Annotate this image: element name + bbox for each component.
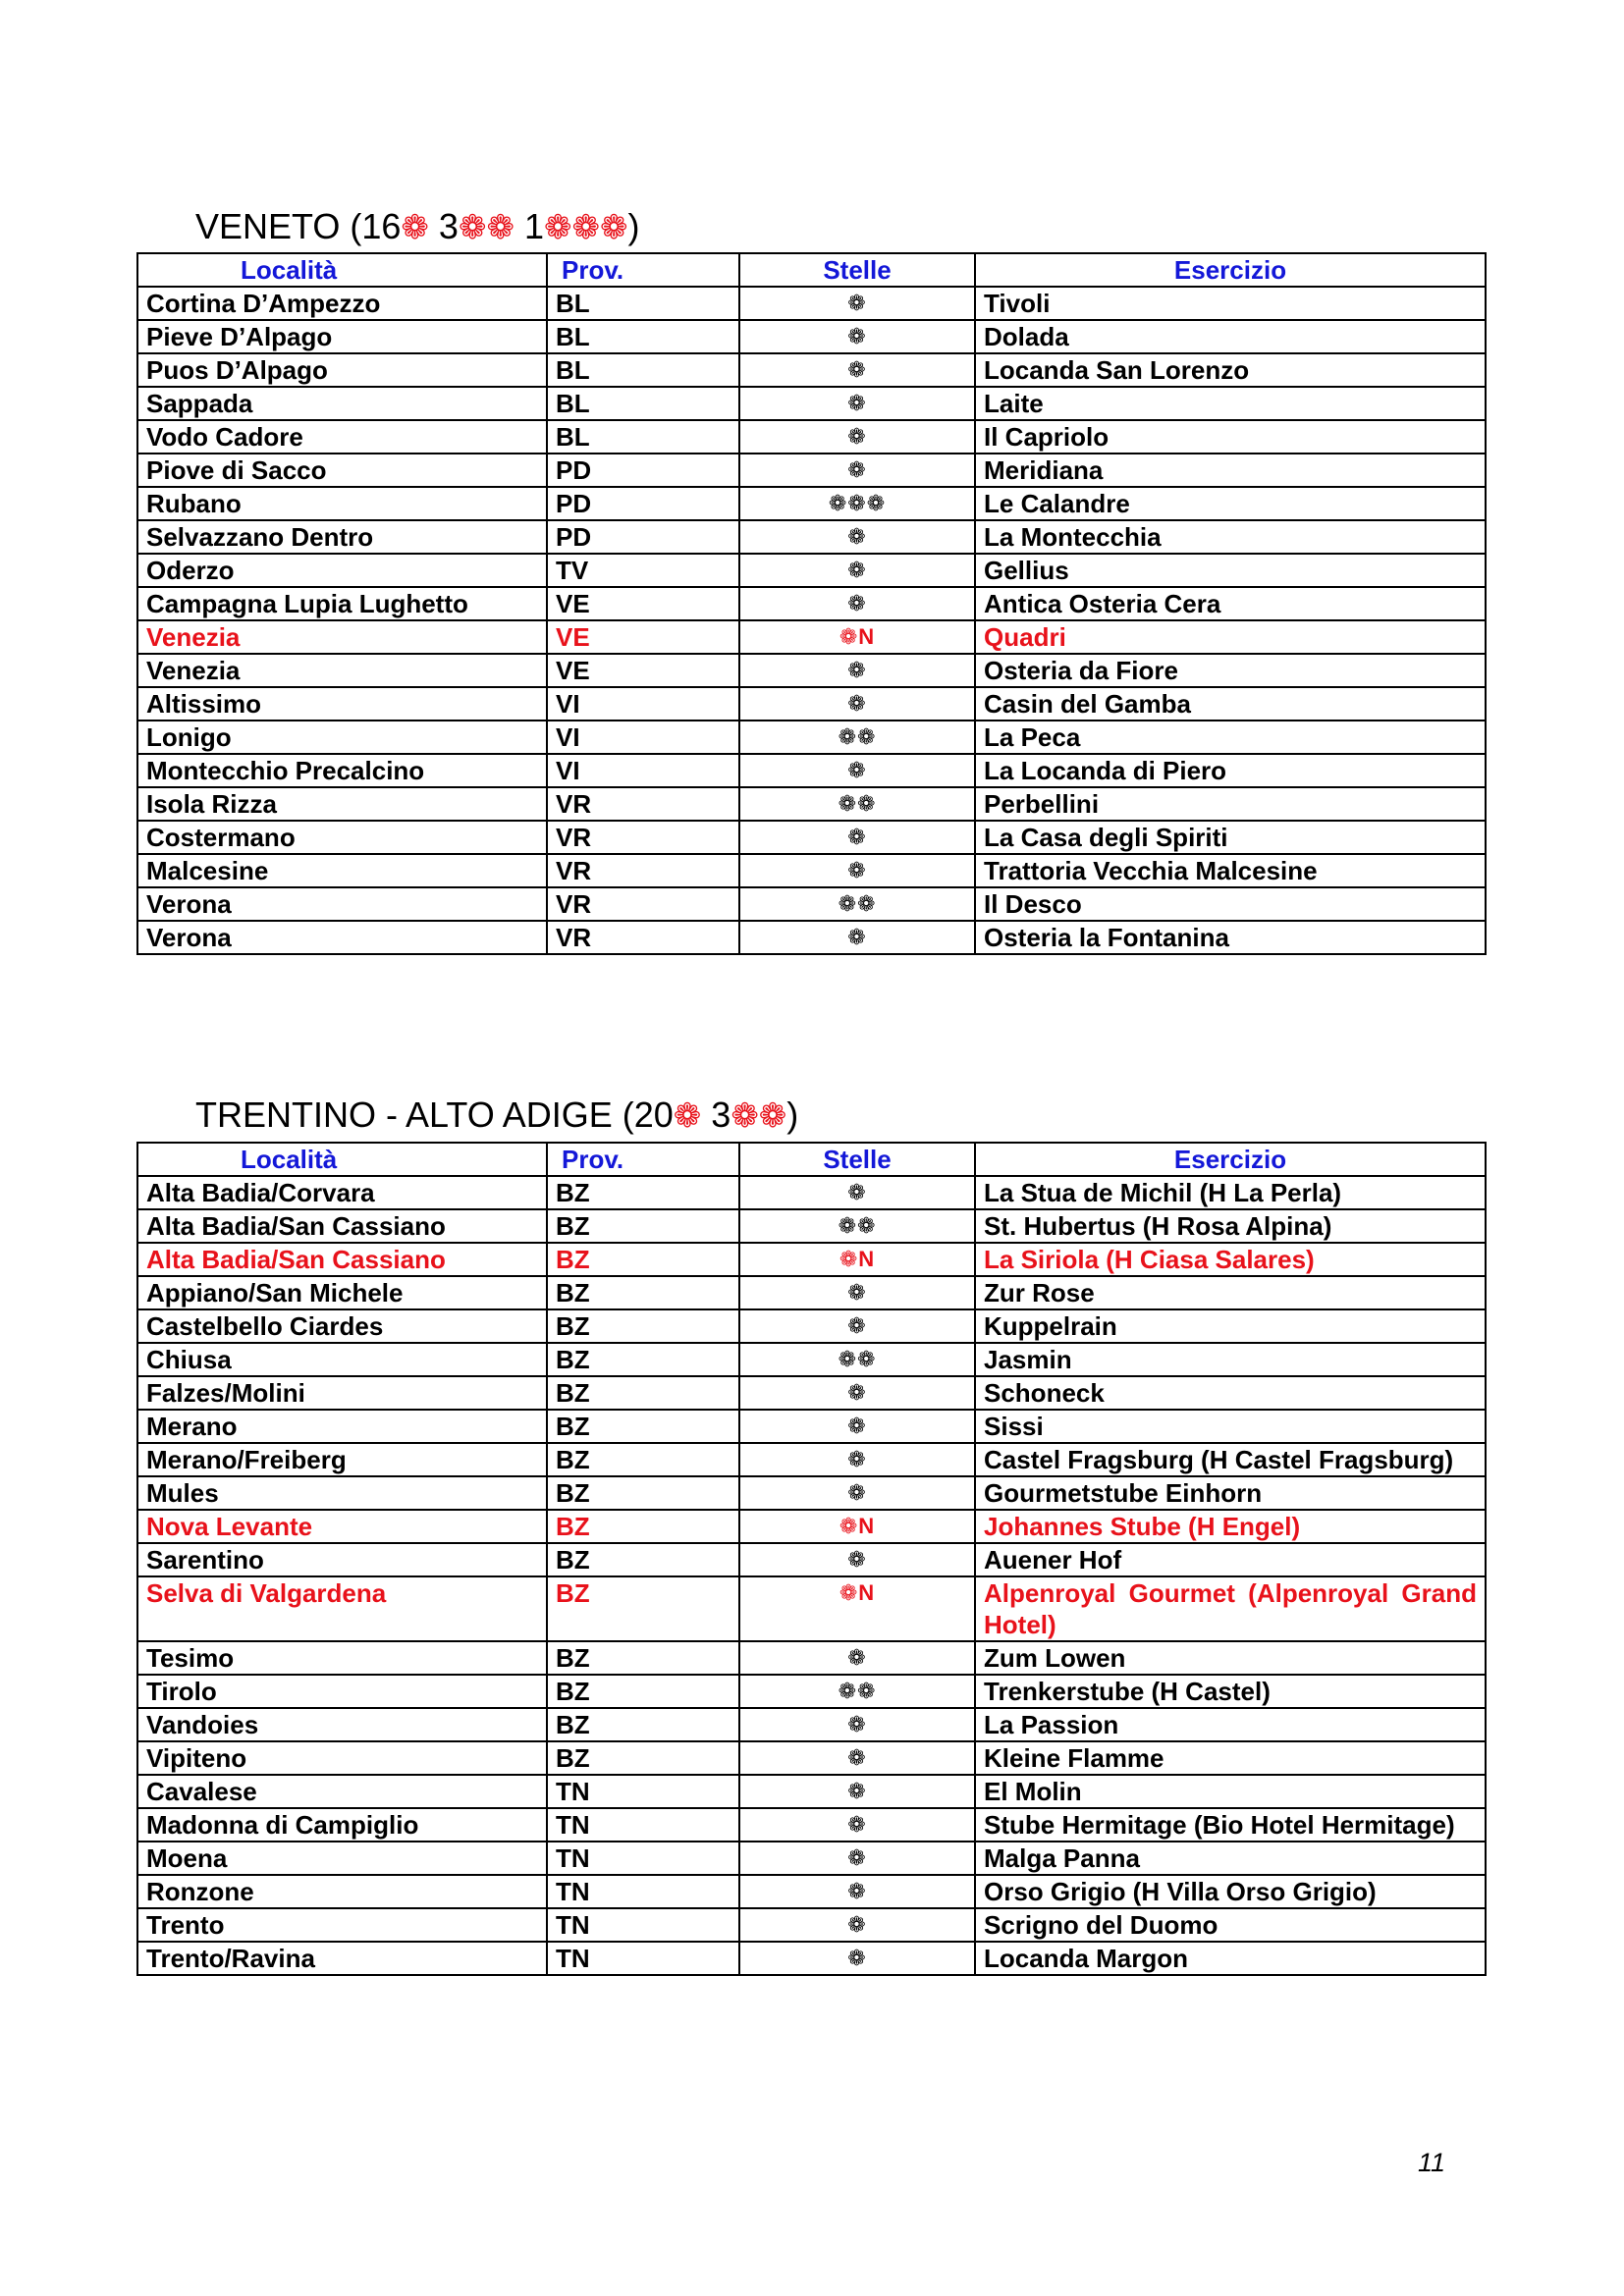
- michelin-star-icon: ❁: [401, 209, 429, 246]
- table-row: [137, 1309, 1486, 1343]
- table-row: [137, 620, 1486, 654]
- cell-esercizio: Kuppelrain: [975, 1309, 1486, 1343]
- cell-localita: Alta Badia/San Cassiano: [137, 1243, 547, 1276]
- cell-esercizio: Kleine Flamme: [975, 1741, 1486, 1775]
- cell-prov: VR: [547, 821, 739, 854]
- cell-esercizio: La Locanda di Piero: [975, 754, 1486, 787]
- cell-localita: Mules: [137, 1476, 547, 1510]
- trentino-title: TRENTINO - ALTO ADIGE (20❁ 3❁❁): [195, 1095, 799, 1135]
- table-header-row: [137, 1143, 1486, 1176]
- cell-prov: BZ: [547, 1443, 739, 1476]
- cell-localita: Selvazzano Dentro: [137, 520, 547, 554]
- table-row: [137, 854, 1486, 887]
- column-header-stelle: Stelle: [739, 253, 975, 287]
- cell-localita: Vipiteno: [137, 1741, 547, 1775]
- cell-stelle: ❁: [739, 1708, 975, 1741]
- table-row: [137, 320, 1486, 353]
- cell-stelle: ❁: [739, 1376, 975, 1410]
- table-row: [137, 787, 1486, 821]
- column-header-localita: Località: [137, 253, 547, 287]
- cell-esercizio: Osteria da Fiore: [975, 654, 1486, 687]
- cell-prov: BZ: [547, 1276, 739, 1309]
- cell-prov: VR: [547, 921, 739, 954]
- cell-prov: TN: [547, 1908, 739, 1942]
- cell-stelle: ❁: [739, 353, 975, 387]
- cell-esercizio: Sissi: [975, 1410, 1486, 1443]
- cell-localita: Selva di Valgardena: [137, 1576, 547, 1641]
- table-header-row: [137, 253, 1486, 287]
- cell-stelle: ❁N: [739, 1510, 975, 1543]
- cell-esercizio: Il Capriolo: [975, 420, 1486, 454]
- cell-prov: BZ: [547, 1176, 739, 1209]
- cell-prov: BL: [547, 387, 739, 420]
- cell-stelle: ❁: [739, 287, 975, 320]
- cell-localita: Madonna di Campiglio: [137, 1808, 547, 1842]
- cell-esercizio: Schoneck: [975, 1376, 1486, 1410]
- column-header-stelle: Stelle: [739, 1143, 975, 1176]
- cell-stelle: ❁: [739, 420, 975, 454]
- cell-localita: Vandoies: [137, 1708, 547, 1741]
- cell-stelle: ❁❁❁: [739, 487, 975, 520]
- cell-prov: VI: [547, 687, 739, 721]
- cell-esercizio: Johannes Stube (H Engel): [975, 1510, 1486, 1543]
- cell-localita: Merano/Freiberg: [137, 1443, 547, 1476]
- table-row: [137, 1942, 1486, 1975]
- cell-localita: Appiano/San Michele: [137, 1276, 547, 1309]
- cell-esercizio: Quadri: [975, 620, 1486, 654]
- cell-prov: BZ: [547, 1376, 739, 1410]
- column-header-esercizio: Esercizio: [975, 1143, 1486, 1176]
- cell-localita: Alta Badia/Corvara: [137, 1176, 547, 1209]
- cell-localita: Chiusa: [137, 1343, 547, 1376]
- cell-esercizio: Laite: [975, 387, 1486, 420]
- table-row: [137, 1510, 1486, 1543]
- cell-esercizio: El Molin: [975, 1775, 1486, 1808]
- cell-esercizio: La Casa degli Spiriti: [975, 821, 1486, 854]
- cell-stelle: ❁N: [739, 620, 975, 654]
- cell-esercizio: Stube Hermitage (Bio Hotel Hermitage): [975, 1808, 1486, 1842]
- cell-esercizio: Castel Fragsburg (H Castel Fragsburg): [975, 1443, 1486, 1476]
- cell-prov: BZ: [547, 1476, 739, 1510]
- cell-stelle: ❁: [739, 1443, 975, 1476]
- table-row: [137, 921, 1486, 954]
- cell-prov: VR: [547, 787, 739, 821]
- cell-esercizio: St. Hubertus (H Rosa Alpina): [975, 1209, 1486, 1243]
- table-row: [137, 1808, 1486, 1842]
- cell-localita: Lonigo: [137, 721, 547, 754]
- table-row: [137, 420, 1486, 454]
- cell-stelle: ❁: [739, 320, 975, 353]
- cell-prov: TN: [547, 1875, 739, 1908]
- cell-esercizio: Orso Grigio (H Villa Orso Grigio): [975, 1875, 1486, 1908]
- cell-stelle: ❁❁: [739, 721, 975, 754]
- cell-prov: VE: [547, 587, 739, 620]
- table-row: [137, 1410, 1486, 1443]
- cell-prov: VE: [547, 654, 739, 687]
- cell-prov: TN: [547, 1808, 739, 1842]
- table-row: [137, 1476, 1486, 1510]
- table-row: [137, 1276, 1486, 1309]
- cell-localita: Venezia: [137, 654, 547, 687]
- cell-prov: BZ: [547, 1675, 739, 1708]
- veneto-table: [136, 252, 1487, 955]
- cell-prov: BZ: [547, 1209, 739, 1243]
- cell-localita: Sarentino: [137, 1543, 547, 1576]
- cell-localita: Pieve D’Alpago: [137, 320, 547, 353]
- table-row: [137, 1675, 1486, 1708]
- cell-localita: Vodo Cadore: [137, 420, 547, 454]
- table-row: [137, 454, 1486, 487]
- table-row: [137, 1641, 1486, 1675]
- cell-stelle: ❁: [739, 1808, 975, 1842]
- cell-localita: Malcesine: [137, 854, 547, 887]
- cell-stelle: ❁: [739, 1741, 975, 1775]
- table-row: [137, 821, 1486, 854]
- cell-stelle: ❁: [739, 1276, 975, 1309]
- cell-prov: TN: [547, 1775, 739, 1808]
- cell-localita: Cavalese: [137, 1775, 547, 1808]
- cell-prov: VE: [547, 620, 739, 654]
- cell-localita: Puos D’Alpago: [137, 353, 547, 387]
- cell-esercizio: Locanda Margon: [975, 1942, 1486, 1975]
- table-row: [137, 554, 1486, 587]
- michelin-star-icon: ❁❁❁: [543, 209, 628, 246]
- table-row: [137, 687, 1486, 721]
- table-row: [137, 1775, 1486, 1808]
- cell-localita: Rubano: [137, 487, 547, 520]
- cell-localita: Verona: [137, 887, 547, 921]
- cell-prov: PD: [547, 520, 739, 554]
- cell-localita: Sappada: [137, 387, 547, 420]
- table-row: [137, 353, 1486, 387]
- cell-stelle: ❁: [739, 520, 975, 554]
- trentino-table: [136, 1142, 1487, 1976]
- table-row: [137, 487, 1486, 520]
- cell-esercizio: Gellius: [975, 554, 1486, 587]
- table-row: [137, 1576, 1486, 1641]
- cell-stelle: ❁: [739, 1543, 975, 1576]
- cell-localita: Campagna Lupia Lughetto: [137, 587, 547, 620]
- cell-localita: Altissimo: [137, 687, 547, 721]
- cell-esercizio: Trenkerstube (H Castel): [975, 1675, 1486, 1708]
- cell-stelle: ❁: [739, 854, 975, 887]
- cell-prov: TV: [547, 554, 739, 587]
- cell-stelle: ❁❁: [739, 787, 975, 821]
- column-header-prov: Prov.: [547, 1143, 739, 1176]
- cell-prov: BZ: [547, 1343, 739, 1376]
- table-row: [137, 887, 1486, 921]
- cell-prov: BZ: [547, 1410, 739, 1443]
- cell-stelle: ❁: [739, 1775, 975, 1808]
- cell-localita: Trento/Ravina: [137, 1942, 547, 1975]
- cell-localita: Piove di Sacco: [137, 454, 547, 487]
- cell-localita: Castelbello Ciardes: [137, 1309, 547, 1343]
- cell-localita: Alta Badia/San Cassiano: [137, 1209, 547, 1243]
- table-row: [137, 721, 1486, 754]
- cell-esercizio: La Montecchia: [975, 520, 1486, 554]
- cell-localita: Falzes/Molini: [137, 1376, 547, 1410]
- page-number: 11: [1418, 2148, 1446, 2177]
- cell-prov: BZ: [547, 1641, 739, 1675]
- cell-localita: Oderzo: [137, 554, 547, 587]
- cell-prov: VR: [547, 854, 739, 887]
- cell-localita: Ronzone: [137, 1875, 547, 1908]
- cell-esercizio: Il Desco: [975, 887, 1486, 921]
- cell-localita: Montecchio Precalcino: [137, 754, 547, 787]
- cell-localita: Costermano: [137, 821, 547, 854]
- table-row: [137, 1376, 1486, 1410]
- table-row: [137, 287, 1486, 320]
- cell-stelle: ❁: [739, 821, 975, 854]
- cell-esercizio: La Siriola (H Ciasa Salares): [975, 1243, 1486, 1276]
- table-row: [137, 1875, 1486, 1908]
- cell-esercizio: La Stua de Michil (H La Perla): [975, 1176, 1486, 1209]
- table-row: [137, 1443, 1486, 1476]
- cell-stelle: ❁❁: [739, 887, 975, 921]
- cell-prov: BZ: [547, 1708, 739, 1741]
- column-header-localita: Località: [137, 1143, 547, 1176]
- cell-localita: Verona: [137, 921, 547, 954]
- cell-prov: BL: [547, 287, 739, 320]
- cell-stelle: ❁N: [739, 1243, 975, 1276]
- michelin-star-icon: ❁❁: [458, 209, 514, 246]
- veneto-rows: [137, 287, 1486, 954]
- cell-esercizio: Dolada: [975, 320, 1486, 353]
- cell-esercizio: Perbellini: [975, 787, 1486, 821]
- cell-stelle: ❁: [739, 687, 975, 721]
- cell-esercizio: Locanda San Lorenzo: [975, 353, 1486, 387]
- cell-esercizio: Scrigno del Duomo: [975, 1908, 1486, 1942]
- cell-prov: VR: [547, 887, 739, 921]
- table-row: [137, 587, 1486, 620]
- cell-esercizio: Gourmetstube Einhorn: [975, 1476, 1486, 1510]
- cell-esercizio: Meridiana: [975, 454, 1486, 487]
- table-row: [137, 520, 1486, 554]
- cell-prov: BZ: [547, 1243, 739, 1276]
- table-row: [137, 1708, 1486, 1741]
- michelin-star-icon: ❁: [673, 1097, 702, 1135]
- cell-localita: Tirolo: [137, 1675, 547, 1708]
- cell-prov: BZ: [547, 1309, 739, 1343]
- cell-esercizio: Zur Rose: [975, 1276, 1486, 1309]
- cell-prov: BL: [547, 420, 739, 454]
- trentino-rows: [137, 1176, 1486, 1975]
- cell-stelle: ❁N: [739, 1576, 975, 1641]
- cell-stelle: ❁: [739, 921, 975, 954]
- column-header-esercizio: Esercizio: [975, 253, 1486, 287]
- cell-localita: Merano: [137, 1410, 547, 1443]
- cell-esercizio: Zum Lowen: [975, 1641, 1486, 1675]
- cell-prov: VI: [547, 721, 739, 754]
- cell-stelle: ❁: [739, 554, 975, 587]
- table-row: [137, 1741, 1486, 1775]
- cell-localita: Venezia: [137, 620, 547, 654]
- cell-stelle: ❁: [739, 754, 975, 787]
- cell-prov: PD: [547, 487, 739, 520]
- table-row: [137, 654, 1486, 687]
- cell-stelle: ❁: [739, 1942, 975, 1975]
- cell-esercizio: Le Calandre: [975, 487, 1486, 520]
- cell-esercizio: Jasmin: [975, 1343, 1486, 1376]
- cell-stelle: ❁: [739, 1176, 975, 1209]
- cell-stelle: ❁: [739, 1641, 975, 1675]
- column-header-prov: Prov.: [547, 253, 739, 287]
- cell-stelle: ❁❁: [739, 1209, 975, 1243]
- cell-esercizio: Trattoria Vecchia Malcesine: [975, 854, 1486, 887]
- cell-esercizio: Osteria la Fontanina: [975, 921, 1486, 954]
- table-row: [137, 1243, 1486, 1276]
- cell-stelle: ❁: [739, 387, 975, 420]
- cell-esercizio: Auener Hof: [975, 1543, 1486, 1576]
- cell-prov: BZ: [547, 1543, 739, 1576]
- cell-stelle: ❁: [739, 587, 975, 620]
- cell-stelle: ❁❁: [739, 1343, 975, 1376]
- table-row: [137, 1209, 1486, 1243]
- table-row: [137, 387, 1486, 420]
- cell-stelle: ❁: [739, 1476, 975, 1510]
- cell-stelle: ❁: [739, 1908, 975, 1942]
- cell-esercizio: Antica Osteria Cera: [975, 587, 1486, 620]
- cell-localita: Nova Levante: [137, 1510, 547, 1543]
- cell-prov: TN: [547, 1842, 739, 1875]
- cell-esercizio: Alpenroyal Gourmet (Alpenroyal Grand Hotel): [975, 1576, 1486, 1641]
- table-row: [137, 1842, 1486, 1875]
- cell-prov: BL: [547, 353, 739, 387]
- veneto-title: VENETO (16❁ 3❁❁ 1❁❁❁): [195, 206, 640, 246]
- cell-stelle: ❁: [739, 1410, 975, 1443]
- cell-prov: VI: [547, 754, 739, 787]
- table-row: [137, 1543, 1486, 1576]
- cell-esercizio: La Peca: [975, 721, 1486, 754]
- cell-prov: BZ: [547, 1510, 739, 1543]
- cell-prov: BZ: [547, 1576, 739, 1641]
- cell-esercizio: La Passion: [975, 1708, 1486, 1741]
- table-row: [137, 1908, 1486, 1942]
- cell-stelle: ❁❁: [739, 1675, 975, 1708]
- table-row: [137, 754, 1486, 787]
- cell-localita: Moena: [137, 1842, 547, 1875]
- cell-localita: Isola Rizza: [137, 787, 547, 821]
- cell-stelle: ❁: [739, 454, 975, 487]
- cell-stelle: ❁: [739, 1875, 975, 1908]
- cell-esercizio: Tivoli: [975, 287, 1486, 320]
- cell-prov: TN: [547, 1942, 739, 1975]
- cell-stelle: ❁: [739, 654, 975, 687]
- michelin-star-icon: ❁❁: [731, 1097, 787, 1135]
- cell-localita: Trento: [137, 1908, 547, 1942]
- cell-localita: Cortina D’Ampezzo: [137, 287, 547, 320]
- cell-stelle: ❁: [739, 1309, 975, 1343]
- cell-prov: BL: [547, 320, 739, 353]
- table-row: [137, 1176, 1486, 1209]
- cell-stelle: ❁: [739, 1842, 975, 1875]
- cell-prov: PD: [547, 454, 739, 487]
- cell-localita: Tesimo: [137, 1641, 547, 1675]
- cell-esercizio: Casin del Gamba: [975, 687, 1486, 721]
- cell-esercizio: Malga Panna: [975, 1842, 1486, 1875]
- table-row: [137, 1343, 1486, 1376]
- cell-prov: BZ: [547, 1741, 739, 1775]
